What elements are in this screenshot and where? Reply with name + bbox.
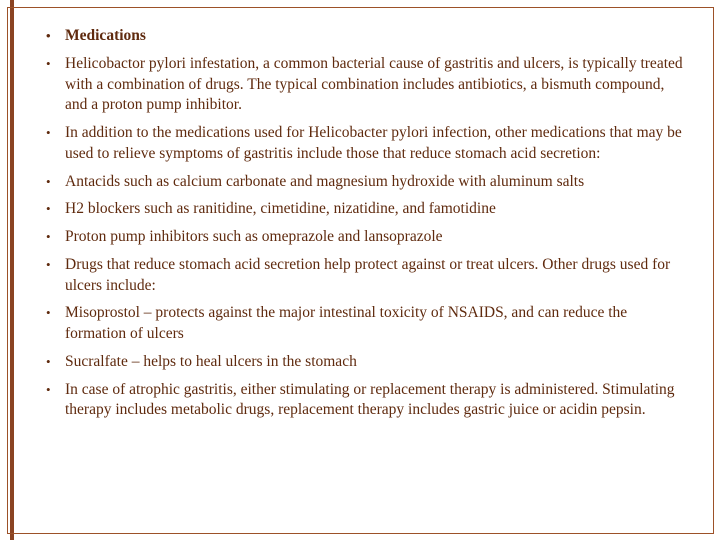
- slide-content: [44, 26, 688, 428]
- bullet-item: [44, 199, 688, 220]
- bullet-dot-icon: •: [46, 229, 51, 245]
- bullet-text: Sucralfate – helps to heal ulcers in the stomach: [65, 352, 357, 370]
- bullet-dot-icon: •: [46, 353, 51, 369]
- bullet-item: [44, 380, 688, 422]
- bullet-item: [44, 172, 688, 193]
- bullet-item: [44, 26, 688, 47]
- bullet-item: [44, 352, 688, 373]
- bullet-text: Misoprostol – protects against the major intestinal toxicity of NSAIDS, and can reduce the formation of ulcers: [65, 304, 628, 343]
- bullet-dot-icon: •: [46, 55, 51, 71]
- bullet-text: Drugs that reduce stomach acid secretion help protect against or treat ulcers. Other drugs used for ulcers include:: [65, 255, 671, 294]
- bullet-text: In addition to the medications used for Helicobacter pylori infection, other medications that may be used to relieve symptoms of gastritis include those that reduce stomach acid secretion:: [65, 124, 682, 162]
- bullet-dot-icon: •: [46, 125, 51, 141]
- bullet-dot-icon: •: [46, 256, 51, 272]
- bullet-text: Proton pump inhibitors such as omeprazole and lansoprazole: [65, 228, 443, 246]
- bullet-text: H2 blockers such as ranitidine, cimetidine, nizatidine, and famotidine: [65, 200, 496, 218]
- bullet-dot-icon: •: [46, 173, 51, 189]
- bullet-text: In case of atrophic gastritis, either stimulating or replacement therapy is administered. Stimulating therapy includes metabolic drugs, replacement therapy includes gastric juice or acidin pepsin.: [65, 380, 675, 419]
- bullet-text: Helicobactor pylori infestation, a common bacterial cause of gastritis and ulcers, is typically treated with a combination of drugs. The typical combination includes antibiotics, a bismuth compound, and a proton pump inhibitor.: [65, 54, 683, 114]
- bullet-item: [44, 303, 688, 345]
- bullet-dot-icon: •: [46, 305, 51, 321]
- bullet-item: [44, 54, 688, 116]
- bullet-item: [44, 255, 688, 297]
- bullet-dot-icon: •: [46, 28, 51, 43]
- bullet-dot-icon: •: [46, 381, 51, 397]
- bullet-text: Medications: [65, 27, 146, 44]
- bullet-list: [44, 26, 688, 421]
- bullet-dot-icon: •: [46, 201, 51, 217]
- bullet-text: Antacids such as calcium carbonate and magnesium hydroxide with aluminum salts: [65, 172, 585, 190]
- bullet-item: [44, 123, 688, 165]
- slide-frame-left-bar: [10, 0, 14, 540]
- bullet-item: [44, 227, 688, 248]
